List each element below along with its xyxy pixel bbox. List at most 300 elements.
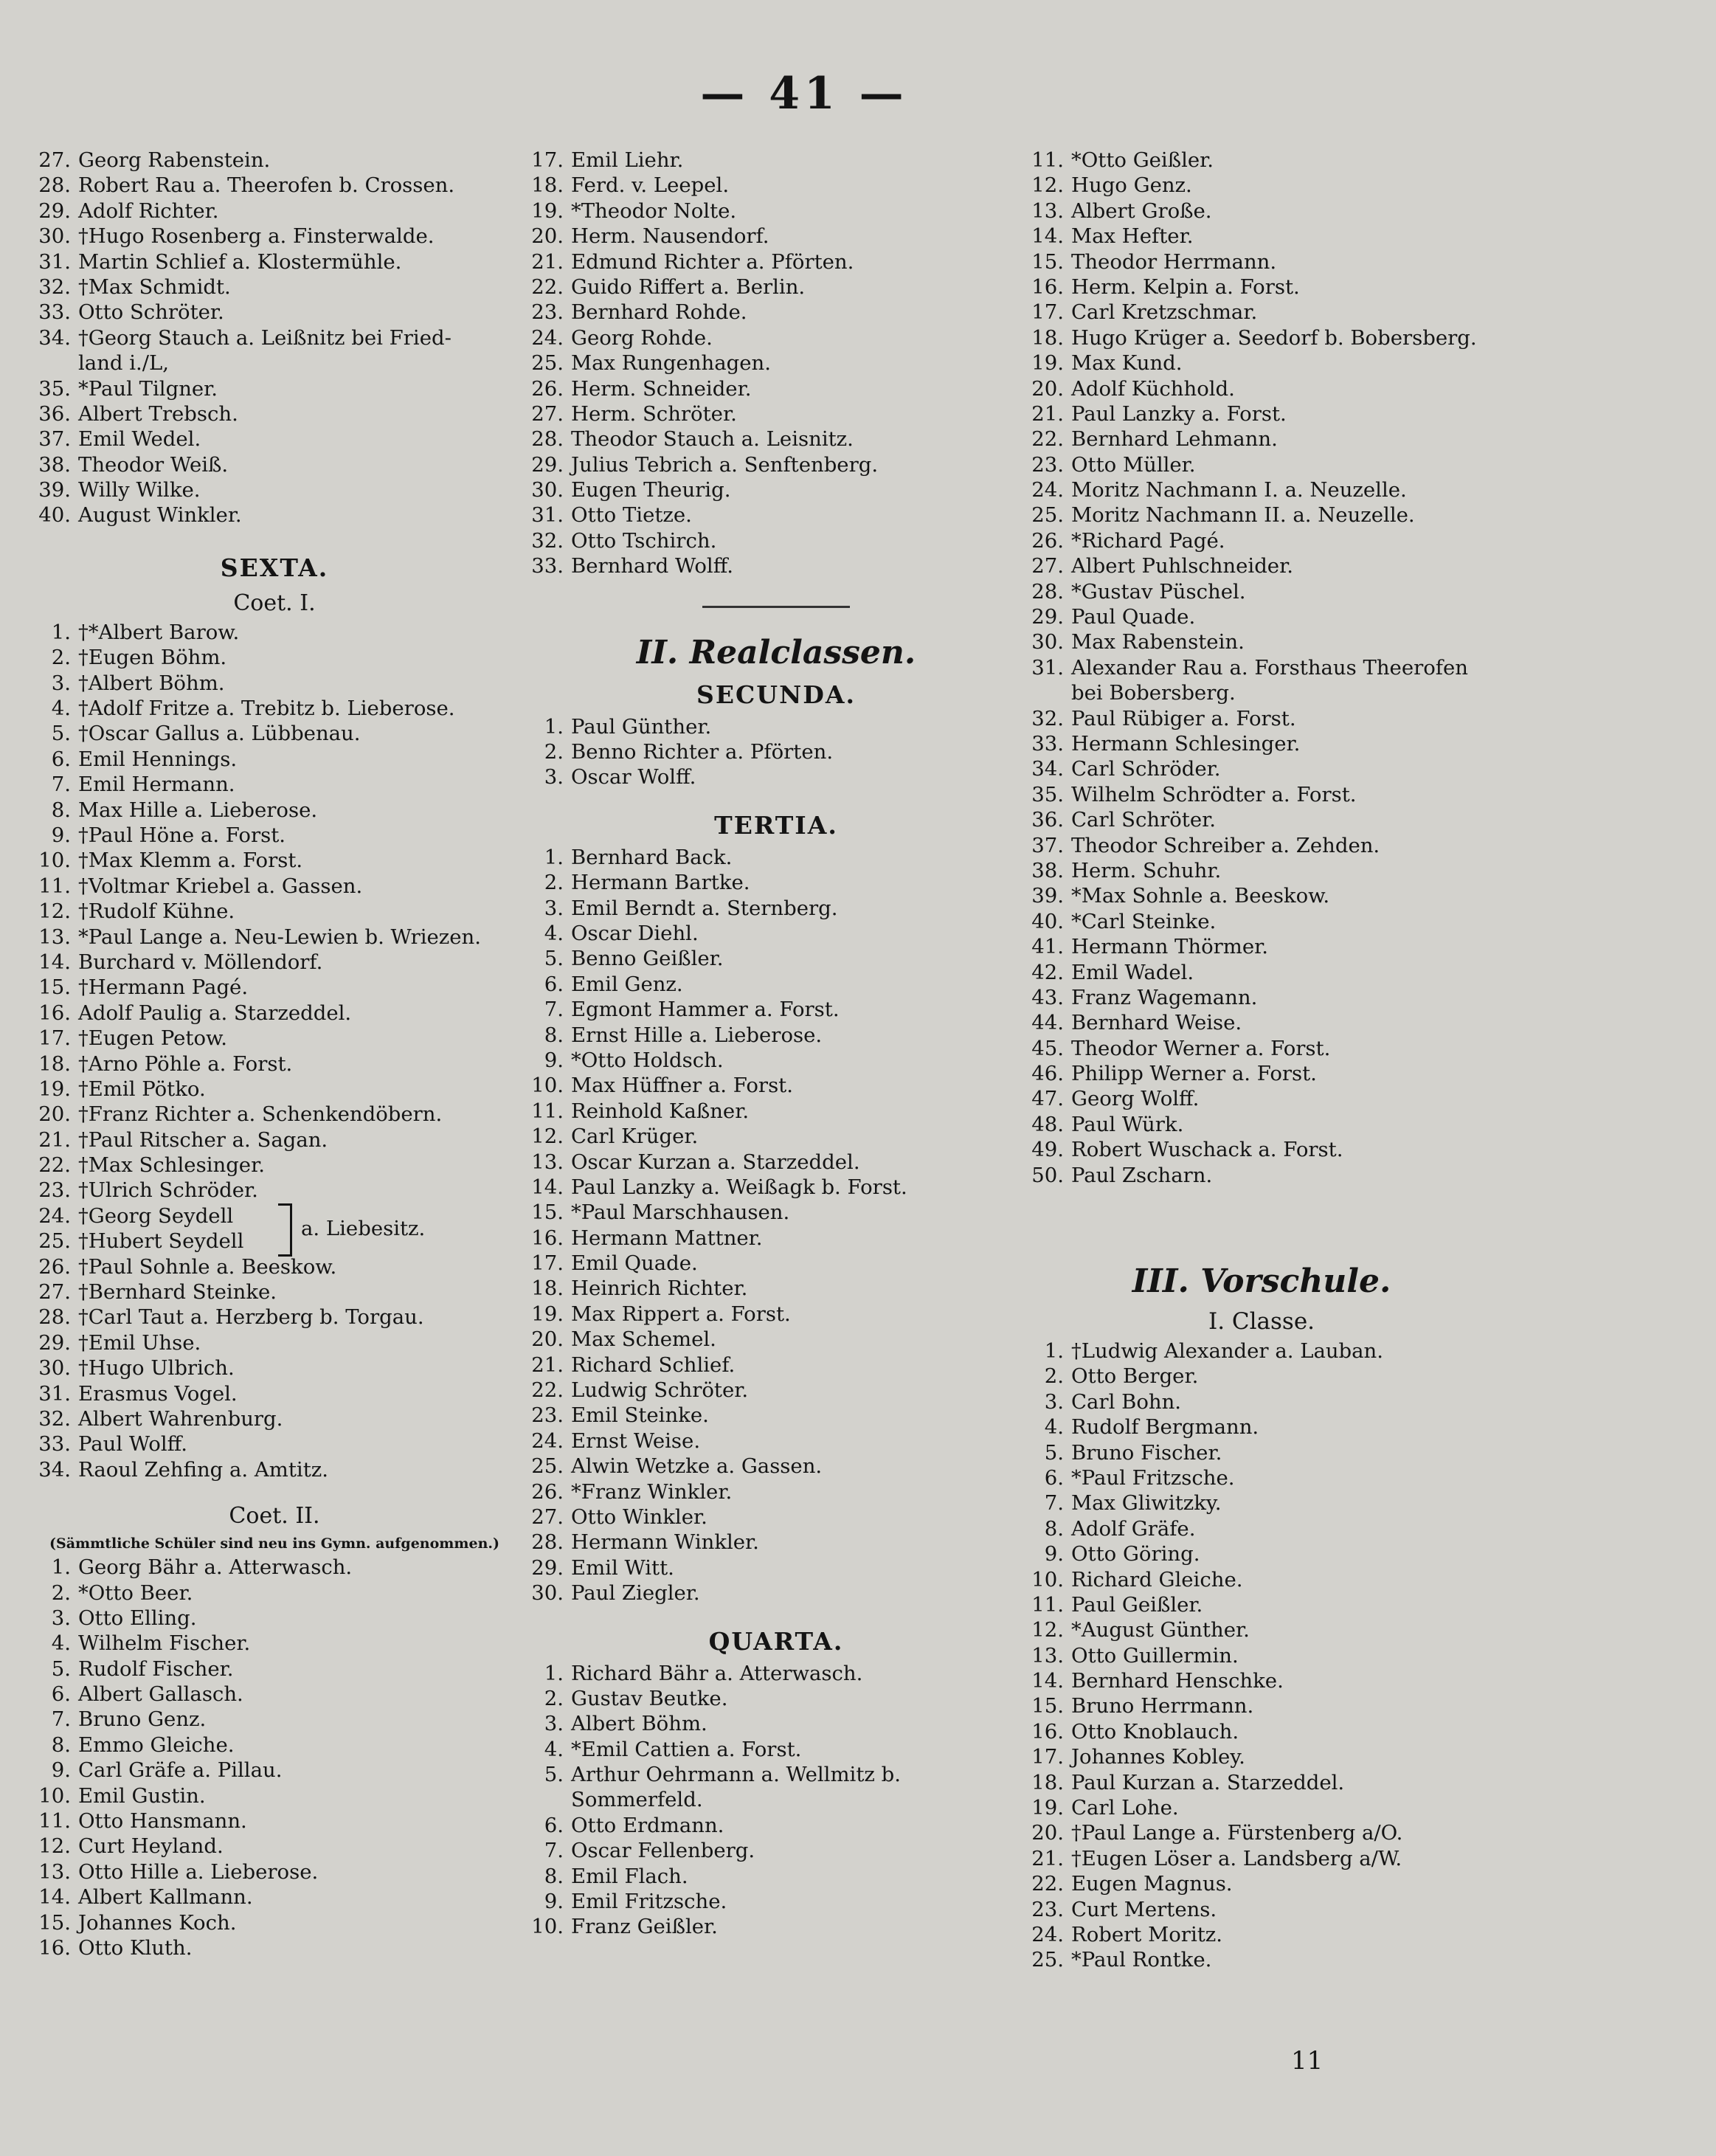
item-number: 23. — [531, 300, 564, 325]
item-number: 38. — [1031, 858, 1064, 882]
item-number: 24. — [531, 325, 564, 350]
item-text: Curt Mertens. — [1071, 1897, 1217, 1921]
item-number: 13. — [38, 1859, 71, 1884]
item-text: Rudolf Fischer. — [78, 1656, 234, 1681]
item-text: Hugo Krüger a. Seedorf b. Bobersberg. — [1071, 325, 1477, 350]
item-number: 19. — [38, 1077, 71, 1101]
item-text: Emil Hermann. — [78, 773, 235, 797]
item-text: Paul Lanzky a. Forst. — [1071, 401, 1287, 426]
list-coet-1-part-a — [31, 620, 518, 1203]
item-number: 6. — [1044, 1465, 1064, 1490]
coet-2-note: (Sämmtliche Schüler sind neu ins Gymn. aufgenommen.) — [49, 1535, 499, 1552]
list-item — [1025, 1922, 1498, 1947]
item-number: 6. — [544, 972, 564, 996]
item-text: Johannes Koch. — [78, 1910, 237, 1935]
list-item — [31, 874, 518, 899]
item-text: *Gustav Püschel. — [1071, 579, 1246, 604]
part-title-realclassen: II. Realclassen. — [636, 633, 916, 671]
item-text: Otto Winkler. — [571, 1504, 707, 1529]
item-number: 12. — [38, 1834, 71, 1859]
list-item — [31, 747, 518, 772]
list-item — [1025, 1364, 1498, 1389]
item-text: Georg Bähr a. Atterwasch. — [78, 1555, 353, 1580]
section-title-quarta: QUARTA. — [708, 1626, 844, 1656]
list-item — [31, 1606, 518, 1631]
list-item — [1025, 1010, 1498, 1035]
list-item — [1025, 1440, 1498, 1465]
list-item — [1025, 376, 1498, 401]
item-text: Emil Hennings. — [78, 747, 238, 771]
item-number: 1. — [51, 620, 71, 644]
item-number: 27. — [531, 1504, 564, 1529]
item-text: Richard Bähr a. Atterwasch. — [571, 1661, 863, 1685]
item-text: Albert Böhm. — [571, 1712, 707, 1736]
item-text: Otto Göring. — [1071, 1542, 1200, 1566]
item-number: 29. — [531, 1555, 564, 1580]
item-text: *Richard Pagé. — [1071, 528, 1225, 553]
item-text: Carl Kretzschmar. — [1071, 300, 1258, 325]
item-text: †Paul Lange a. Fürstenberg a/O. — [1071, 1821, 1403, 1845]
item-text: Martin Schlief a. Klostermühle. — [78, 249, 402, 274]
item-text: Wilhelm Schrödter a. Forst. — [1071, 782, 1357, 806]
item-text: Max Rungenhagen. — [571, 351, 771, 376]
item-text: †Arno Pöhle a. Forst. — [78, 1051, 293, 1076]
list-item — [31, 1834, 518, 1859]
list-item — [525, 1327, 1027, 1352]
list-item — [525, 1504, 1027, 1530]
item-text: Emil Quade. — [571, 1251, 698, 1276]
item-text: Max Hefter. — [1071, 224, 1194, 249]
item-number: 19. — [1031, 1796, 1064, 1820]
item-number: 15. — [531, 1200, 564, 1225]
item-number: 22. — [1031, 427, 1064, 452]
item-number: 3. — [544, 1712, 564, 1736]
list-item — [525, 1787, 1027, 1812]
item-number: 15. — [38, 1910, 71, 1935]
section-divider — [702, 606, 850, 608]
item-text: Otto Hille a. Lieberose. — [78, 1859, 319, 1884]
item-text: Bernhard Wolff. — [571, 554, 733, 578]
item-text: †Paul Höne a. Forst. — [78, 823, 286, 847]
list-item — [1025, 1846, 1498, 1871]
item-number: 17. — [1031, 1745, 1064, 1769]
item-number: 11. — [1031, 1592, 1064, 1617]
list-coet-2 — [31, 1555, 518, 1960]
item-number: 10. — [1031, 1567, 1064, 1592]
list-coet-1-part-b — [31, 1254, 518, 1483]
item-text: *Max Sohnle a. Beeskow. — [1071, 884, 1330, 908]
item-number: 8. — [51, 1732, 71, 1757]
item-number: 24. — [38, 1203, 71, 1228]
item-number: 3. — [544, 765, 564, 790]
list-item — [525, 739, 1027, 764]
list-item — [1025, 858, 1498, 883]
page-footer-number: 11 — [1291, 2046, 1324, 2076]
item-text: Franz Wagemann. — [1071, 985, 1258, 1009]
list-item — [1025, 934, 1498, 959]
item-text: Theodor Schreiber a. Zehden. — [1071, 833, 1380, 857]
item-number: 21. — [1031, 1846, 1064, 1870]
list-item — [525, 946, 1027, 971]
item-text: Wilhelm Fischer. — [78, 1631, 251, 1656]
item-number: 10. — [38, 1783, 71, 1808]
list-item — [525, 1711, 1027, 1736]
item-text: *Franz Winkler. — [571, 1479, 733, 1504]
item-number: 23. — [1031, 1897, 1064, 1921]
list-item — [1025, 553, 1498, 578]
item-number: 7. — [544, 1839, 564, 1863]
list-item — [31, 426, 518, 452]
list-item — [31, 1279, 518, 1305]
item-text: *Paul Tilgner. — [78, 376, 218, 401]
list-item — [31, 502, 518, 528]
item-number: 7. — [51, 1707, 71, 1732]
list-item — [1025, 680, 1498, 705]
item-text: Bruno Genz. — [78, 1707, 207, 1732]
item-number: 34. — [38, 325, 71, 350]
item-number: 26. — [1031, 528, 1064, 553]
list-item — [1025, 502, 1498, 528]
item-text: Ernst Hille a. Lieberose. — [571, 1023, 823, 1047]
item-number: 8. — [544, 1023, 564, 1047]
list-item — [1025, 148, 1498, 173]
brace-label: a. Liebesitz. — [301, 1216, 426, 1240]
item-number: 2. — [544, 740, 564, 764]
item-number: 19. — [531, 198, 564, 223]
item-number: 12. — [38, 899, 71, 924]
list-item — [31, 1431, 518, 1457]
item-number: 2. — [544, 871, 564, 895]
item-text: †Eugen Böhm. — [78, 646, 227, 670]
item-text: Max Rippert a. Forst. — [571, 1302, 791, 1326]
item-text: Max Gliwitzky. — [1071, 1491, 1222, 1516]
list-secunda — [525, 714, 1027, 790]
list-item — [1025, 1668, 1498, 1693]
item-text: *Paul Marschhausen. — [571, 1200, 790, 1225]
item-number: 12. — [1031, 173, 1064, 198]
item-text: Max Hille a. Lieberose. — [78, 798, 318, 822]
list-item — [31, 224, 518, 249]
list-item — [31, 1203, 518, 1229]
item-number: 11. — [1031, 148, 1064, 172]
list-item — [31, 1178, 518, 1203]
item-number: 32. — [531, 528, 564, 553]
item-number: 25. — [1031, 1948, 1064, 1972]
item-number: 16. — [38, 1001, 71, 1025]
item-text: †Albert Böhm. — [78, 671, 225, 695]
item-text: Otto Schröter. — [78, 300, 224, 325]
list-item — [1025, 274, 1498, 300]
item-text: Albert Gallasch. — [78, 1682, 243, 1707]
list-item — [1025, 300, 1498, 325]
list-item — [1025, 1719, 1498, 1744]
item-text: Bruno Herrmann. — [1071, 1694, 1254, 1718]
list-item — [1025, 1592, 1498, 1617]
item-number: 5. — [51, 722, 71, 746]
list-item — [1025, 1516, 1498, 1541]
list-item — [31, 274, 518, 300]
item-text: Bernhard Back. — [571, 845, 733, 869]
list-item — [31, 1580, 518, 1606]
list-item — [1025, 1541, 1498, 1566]
list-item — [31, 325, 518, 350]
item-text: †Franz Richter a. Schenkendöbern. — [78, 1102, 443, 1127]
item-number: 47. — [1031, 1087, 1064, 1111]
item-number: 10. — [531, 1074, 564, 1098]
item-number: 33. — [38, 300, 71, 325]
list-item — [525, 528, 1027, 553]
item-number: 44. — [1031, 1011, 1064, 1035]
item-text: †Adolf Fritze a. Trebitz b. Lieberose. — [78, 697, 455, 721]
item-number: 6. — [51, 747, 71, 771]
item-number: 3. — [544, 896, 564, 920]
list-item — [525, 1378, 1027, 1403]
item-number: 31. — [531, 503, 564, 528]
list-item — [1025, 883, 1498, 908]
list-item — [1025, 1389, 1498, 1414]
item-text: Max Schemel. — [571, 1327, 716, 1352]
item-text: Paul Kurzan a. Starzeddel. — [1071, 1770, 1345, 1794]
item-number: 40. — [1031, 909, 1064, 933]
subsection-title-classe: I. Classe. — [1208, 1308, 1315, 1336]
list-item — [1025, 350, 1498, 376]
item-number: 24. — [531, 1428, 564, 1453]
item-number: 33. — [38, 1432, 71, 1457]
item-number: 20. — [1031, 376, 1064, 401]
item-text: Richard Gleiche. — [1071, 1567, 1243, 1592]
list-item — [1025, 1163, 1498, 1188]
list-item — [1025, 604, 1498, 629]
list-item — [525, 1403, 1027, 1428]
item-text: †Paul Sohnle a. Beeskow. — [78, 1254, 337, 1279]
item-text: Ferd. v. Leepel. — [571, 173, 730, 198]
list-item — [31, 1381, 518, 1406]
item-number: 31. — [38, 249, 71, 274]
item-number: 34. — [38, 1457, 71, 1482]
list-item — [525, 1661, 1027, 1686]
item-text: Otto Knoblauch. — [1071, 1719, 1239, 1744]
item-text: Paul Rübiger a. Forst. — [1071, 706, 1296, 730]
item-text: Albert Trebsch. — [78, 401, 238, 426]
item-text: Bernhard Lehmann. — [1071, 427, 1278, 452]
spacer — [1025, 1188, 1498, 1259]
item-number: 17. — [1031, 300, 1064, 325]
item-number: 38. — [38, 452, 71, 477]
item-text: Theodor Weiß. — [78, 452, 229, 477]
item-text: Adolf Paulig a. Starzeddel. — [78, 1001, 352, 1025]
list-item — [31, 975, 518, 1000]
item-text: Emil Wedel. — [78, 427, 201, 452]
item-number: 30. — [531, 478, 564, 502]
item-text: Otto Tietze. — [571, 503, 692, 528]
item-number: 31. — [1031, 655, 1064, 680]
item-text: Carl Lohe. — [1071, 1796, 1179, 1820]
list-item — [1025, 1086, 1498, 1111]
list-item — [31, 798, 518, 823]
item-text: *Otto Beer. — [78, 1580, 193, 1605]
item-text: Herm. Schneider. — [571, 376, 752, 401]
item-number: 10. — [531, 1915, 564, 1939]
list-item — [31, 671, 518, 696]
list-continued-col3 — [1025, 148, 1498, 1188]
item-number: 21. — [531, 249, 564, 274]
item-text: Herm. Nausendorf. — [571, 224, 769, 249]
item-number: 39. — [1031, 884, 1064, 908]
item-text: Alwin Wetzke a. Gassen. — [571, 1454, 823, 1479]
item-text: Franz Geißler. — [571, 1915, 718, 1939]
item-text: Hugo Genz. — [1071, 173, 1192, 198]
list-item — [525, 376, 1027, 401]
list-item — [31, 1631, 518, 1656]
item-number: 50. — [1031, 1163, 1064, 1187]
item-text: Robert Moritz. — [1071, 1923, 1223, 1946]
list-item — [525, 1479, 1027, 1504]
list-item — [1025, 1112, 1498, 1137]
list-item — [525, 1073, 1027, 1098]
item-text: Herm. Schröter. — [571, 401, 737, 426]
item-text: Paul Lanzky a. Weißagk b. Forst. — [571, 1175, 907, 1199]
item-number: 34. — [1031, 757, 1064, 781]
item-text: †*Albert Barow. — [78, 620, 240, 644]
item-text: Emmo Gleiche. — [78, 1732, 235, 1757]
list-item — [31, 823, 518, 848]
item-text: Emil Witt. — [571, 1555, 674, 1580]
item-text: †Rudolf Kühne. — [78, 899, 235, 924]
item-text: Ludwig Schröter. — [571, 1378, 749, 1403]
item-text: Oscar Kurzan a. Starzeddel. — [571, 1150, 860, 1174]
item-text: Emil Fritzsche. — [571, 1890, 727, 1914]
list-item — [525, 224, 1027, 249]
list-item — [1025, 985, 1498, 1010]
list-item — [1025, 1744, 1498, 1769]
list-item — [31, 1001, 518, 1026]
list-item — [525, 300, 1027, 325]
item-text: †Carl Taut a. Herzberg b. Torgau. — [78, 1305, 424, 1330]
item-text: Bernhard Weise. — [1071, 1011, 1242, 1035]
item-text: Paul Quade. — [1071, 605, 1196, 629]
item-number: 33. — [1031, 731, 1064, 756]
list-item — [525, 1048, 1027, 1073]
item-text: August Winkler. — [78, 503, 242, 528]
item-text: Hermann Thörmer. — [1071, 935, 1269, 959]
list-item — [1025, 1338, 1498, 1364]
item-text: Emil Flach. — [571, 1864, 688, 1888]
item-number: 27. — [1031, 554, 1064, 578]
item-text: Otto Berger. — [1071, 1364, 1199, 1389]
list-item — [31, 1555, 518, 1580]
item-number: 31. — [38, 1381, 71, 1406]
list-item — [31, 1254, 518, 1279]
item-text: Emil Gustin. — [78, 1783, 206, 1808]
item-number: 16. — [38, 1936, 71, 1960]
item-number: 28. — [38, 1305, 71, 1330]
item-number: 5. — [51, 1656, 71, 1681]
item-text: Carl Schröter. — [1071, 808, 1216, 832]
item-number: 15. — [1031, 1694, 1064, 1718]
item-number: 2. — [544, 1686, 564, 1710]
list-item — [525, 426, 1027, 452]
list-item — [525, 1762, 1027, 1787]
item-number: 17. — [38, 1026, 71, 1051]
item-number — [525, 1787, 571, 1812]
list-item — [525, 1251, 1027, 1276]
list-item — [31, 1808, 518, 1834]
item-text: Albert Kallmann. — [78, 1885, 253, 1910]
page-header: — 41 — — [700, 68, 908, 120]
item-number: 16. — [1031, 1719, 1064, 1744]
item-number: 3. — [51, 671, 71, 695]
item-number: 12. — [531, 1124, 564, 1149]
item-text: *August Günther. — [1071, 1618, 1250, 1642]
item-number: 1. — [544, 1661, 564, 1685]
item-number: 28. — [1031, 579, 1064, 604]
list-item — [525, 1580, 1027, 1606]
item-text: Theodor Herrmann. — [1071, 249, 1277, 274]
item-text: Edmund Richter a. Pförten. — [571, 249, 854, 274]
item-number: 17. — [531, 148, 564, 172]
item-number: 17. — [531, 1251, 564, 1276]
item-number: 20. — [531, 224, 564, 249]
item-number: 6. — [51, 1682, 71, 1707]
list-item — [31, 1656, 518, 1682]
list-item — [1025, 1947, 1498, 1972]
spacer — [31, 528, 518, 539]
list-item — [1025, 1036, 1498, 1061]
list-item — [525, 1838, 1027, 1863]
list-item — [1025, 452, 1498, 477]
item-text: Bruno Fischer. — [1071, 1440, 1222, 1465]
list-item — [31, 848, 518, 873]
item-text: Sommerfeld. — [571, 1788, 703, 1812]
item-text: Johannes Kobley. — [1071, 1745, 1245, 1769]
list-item — [525, 1555, 1027, 1580]
list-tertia — [525, 845, 1027, 1606]
item-text: Carl Gräfe a. Pillau. — [78, 1758, 283, 1783]
item-number — [1025, 680, 1071, 705]
item-number: 12. — [1031, 1618, 1064, 1642]
item-text: Emil Berndt a. Sternberg. — [571, 896, 838, 920]
subsection-title-coet-2: Coet. II. — [229, 1503, 320, 1530]
item-number: 16. — [531, 1226, 564, 1250]
list-item — [31, 1355, 518, 1381]
item-text: †Eugen Petow. — [78, 1026, 228, 1051]
list-item — [31, 1330, 518, 1355]
list-item — [31, 620, 518, 645]
list-item — [31, 899, 518, 924]
list-item — [1025, 756, 1498, 781]
list-item — [525, 1737, 1027, 1762]
item-text: Theodor Werner a. Forst. — [1071, 1036, 1331, 1060]
item-text: Gustav Beutke. — [571, 1686, 728, 1710]
item-text: Otto Guillermin. — [1071, 1643, 1239, 1668]
item-number: 32. — [38, 1406, 71, 1431]
list-item — [525, 1150, 1027, 1175]
item-text: Robert Wuschack a. Forst. — [1071, 1138, 1343, 1162]
item-text: Albert Große. — [1071, 198, 1212, 223]
item-number: 3. — [1044, 1389, 1064, 1414]
item-number: 18. — [1031, 325, 1064, 350]
item-number: 10. — [38, 849, 71, 873]
item-text: †Hermann Pagé. — [78, 975, 249, 1000]
list-item — [525, 1864, 1027, 1889]
list-item — [525, 1889, 1027, 1914]
item-text: Emil Liehr. — [571, 148, 684, 172]
item-number: 22. — [531, 274, 564, 299]
item-text: Otto Erdmann. — [571, 1813, 724, 1837]
item-text: †Hugo Ulbrich. — [78, 1356, 235, 1381]
item-number: 1. — [544, 714, 564, 739]
item-number: 9. — [51, 823, 71, 847]
